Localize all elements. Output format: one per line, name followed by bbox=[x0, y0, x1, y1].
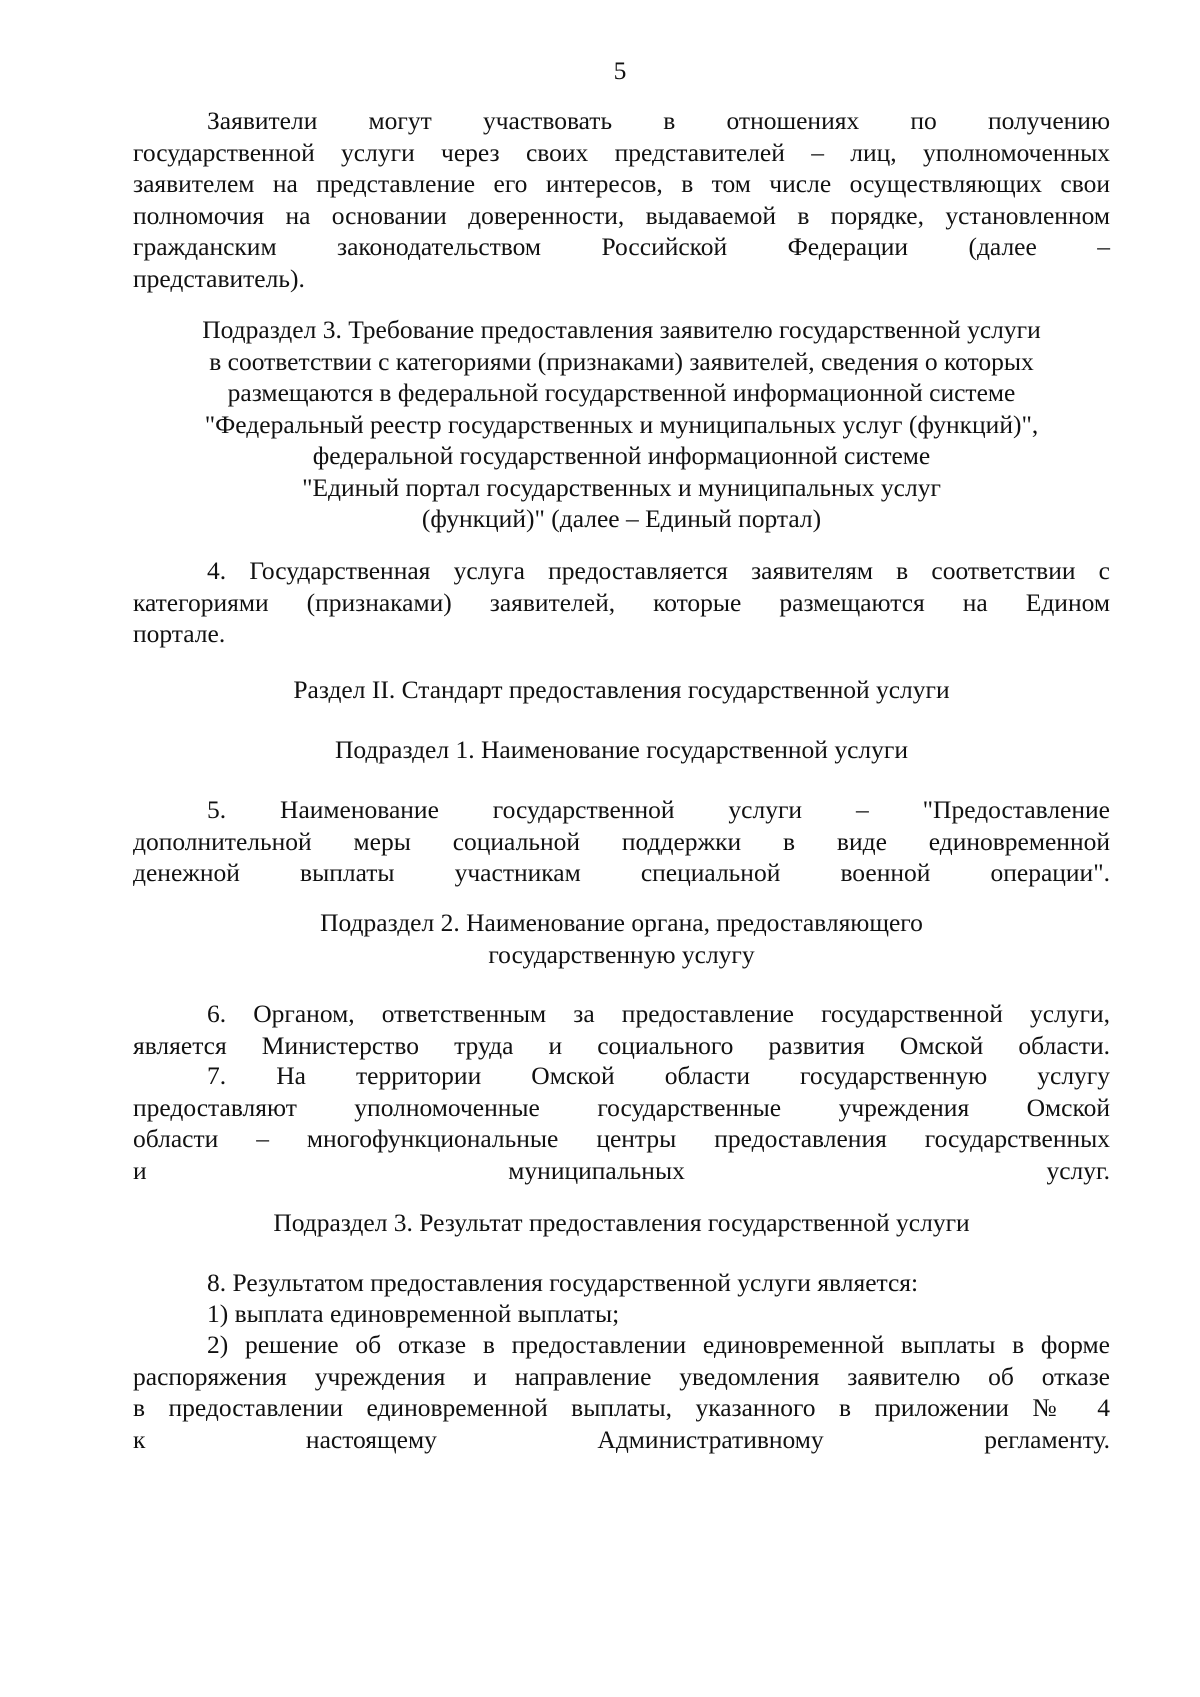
text-line: предоставляют уполномоченные государственные учреждения Омской bbox=[133, 1092, 1110, 1122]
heading-line: размещаются в федеральной государственной информационной системе bbox=[227, 378, 1016, 407]
paragraph-8 bbox=[133, 1267, 1110, 1299]
heading-line: в соответствии с категориями (признаками) заявителей, сведения о которых bbox=[209, 346, 1034, 376]
text-line: денежной выплаты участникам специальной военной операции". bbox=[133, 858, 1110, 887]
heading-line: "Федеральный реестр государственных и муниципальных услуг (функций)", bbox=[204, 409, 1039, 439]
text-line: категориями (признаками) заявителей, которые размещаются на Едином bbox=[133, 587, 1110, 617]
heading-subsection-3-requirement bbox=[133, 314, 1110, 535]
text-line: 2) решение об отказе в предоставлении единовременной выплаты в форме bbox=[207, 1330, 1110, 1359]
heading-line: Подраздел 2. Наименование органа, предоставляющего bbox=[320, 908, 923, 937]
heading-subsection-2-authority bbox=[133, 907, 1110, 970]
text-line: дополнительной меры социальной поддержки в виде единовременной bbox=[133, 826, 1110, 856]
text-line: 6. Органом, ответственным за предоставление государственной услуги, bbox=[207, 999, 1110, 1028]
page-number: 5 bbox=[613, 56, 627, 85]
paragraph-8-item-2 bbox=[133, 1329, 1110, 1455]
heading-line: Подраздел 3. Результат предоставления государственной услуги bbox=[273, 1208, 970, 1237]
heading-line: "Единый портал государственных и муниципальных услуг bbox=[302, 472, 941, 502]
text-line: 4. Государственная услуга предоставляется заявителям в соответствии с bbox=[207, 556, 1110, 585]
paragraph-4 bbox=[133, 555, 1110, 650]
heading-line: Подраздел 1. Наименование государственной услуги bbox=[335, 735, 908, 764]
text-line: является Министерство труда и социального развития Омской области. bbox=[133, 1030, 1110, 1060]
text-line: портале. bbox=[133, 619, 226, 648]
heading-line: федеральной государственной информационной системе bbox=[312, 441, 931, 470]
text-line: и муниципальных услуг. bbox=[133, 1155, 1110, 1185]
text-line: государственной услуги через своих представителей – лиц, уполномоченных bbox=[133, 137, 1110, 167]
heading-line: (функций)" (далее – Единый портал) bbox=[421, 504, 822, 533]
text-line: представитель). bbox=[133, 263, 305, 293]
text-line: 5. Наименование государственной услуги – "Предоставление bbox=[207, 795, 1110, 824]
paragraph-8-item-1 bbox=[133, 1298, 1110, 1330]
heading-subsection-3-result bbox=[133, 1207, 1110, 1239]
text-line: к настоящему Административному регламенту. bbox=[133, 1424, 1110, 1454]
text-line: 1) выплата единовременной выплаты; bbox=[207, 1299, 620, 1328]
paragraph-6 bbox=[133, 998, 1110, 1061]
text-line: распоряжения учреждения и направление уведомления заявителю об отказе bbox=[133, 1361, 1110, 1391]
heading-line: государственную услугу bbox=[488, 939, 755, 969]
heading-section-2 bbox=[133, 674, 1110, 706]
heading-subsection-1-name bbox=[133, 734, 1110, 766]
text-line: в предоставлении единовременной выплаты, указанного в приложении № 4 bbox=[133, 1393, 1110, 1422]
text-line: гражданским законодательством Российской Федерации (далее – bbox=[133, 232, 1110, 261]
paragraph-7 bbox=[133, 1060, 1110, 1186]
text-line: 8. Результатом предоставления государственной услуги является: bbox=[207, 1268, 919, 1297]
heading-line: Подраздел 3. Требование предоставления заявителю государственной услуги bbox=[202, 315, 1041, 344]
heading-line: Раздел II. Стандарт предоставления государственной услуги bbox=[293, 675, 950, 704]
text-line: 7. На территории Омской области государственную услугу bbox=[207, 1061, 1110, 1090]
paragraph-representatives bbox=[133, 105, 1110, 294]
paragraph-5 bbox=[133, 794, 1110, 889]
text-line: полномочия на основании доверенности, выдаваемой в порядке, установленном bbox=[133, 200, 1110, 230]
text-line: области – многофункциональные центры предоставления государственных bbox=[133, 1124, 1110, 1153]
text-line: Заявители могут участвовать в отношениях по получению bbox=[207, 106, 1110, 135]
text-line: заявителем на представление его интересов, в том числе осуществляющих свои bbox=[133, 169, 1110, 198]
